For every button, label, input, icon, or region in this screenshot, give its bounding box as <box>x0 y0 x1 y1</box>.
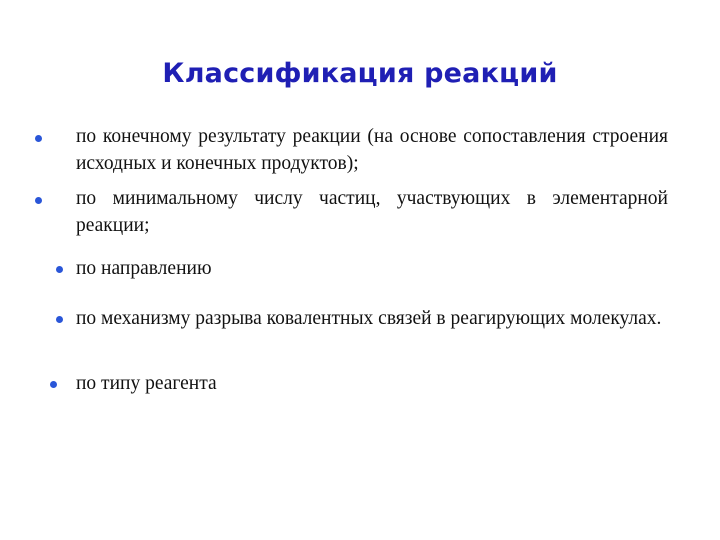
list-item-text: по типу реагента <box>76 373 217 394</box>
list-item-text: по конечному результату реакции (на основе сопоставления строения исходных и конечных продуктов); <box>76 126 668 174</box>
bullet-dot-icon <box>35 135 42 142</box>
list-item-text: по направлению <box>76 258 212 279</box>
list-item-text: по минимальному числу частиц, участвующих в элементарной реакции; <box>76 188 668 236</box>
bullet-dot-icon <box>56 266 63 273</box>
slide-title: Классификация реакций <box>162 58 558 89</box>
list-item <box>76 370 668 397</box>
list-item <box>76 185 668 239</box>
bullet-dot-icon <box>56 316 63 323</box>
list-item <box>76 255 668 282</box>
list-item <box>76 305 668 332</box>
list-item <box>76 123 668 177</box>
bullet-dot-icon <box>35 197 42 204</box>
list-item-text: по механизму разрыва ковалентных связей в реагирующих молекулах. <box>76 308 662 329</box>
bullet-dot-icon <box>50 381 57 388</box>
